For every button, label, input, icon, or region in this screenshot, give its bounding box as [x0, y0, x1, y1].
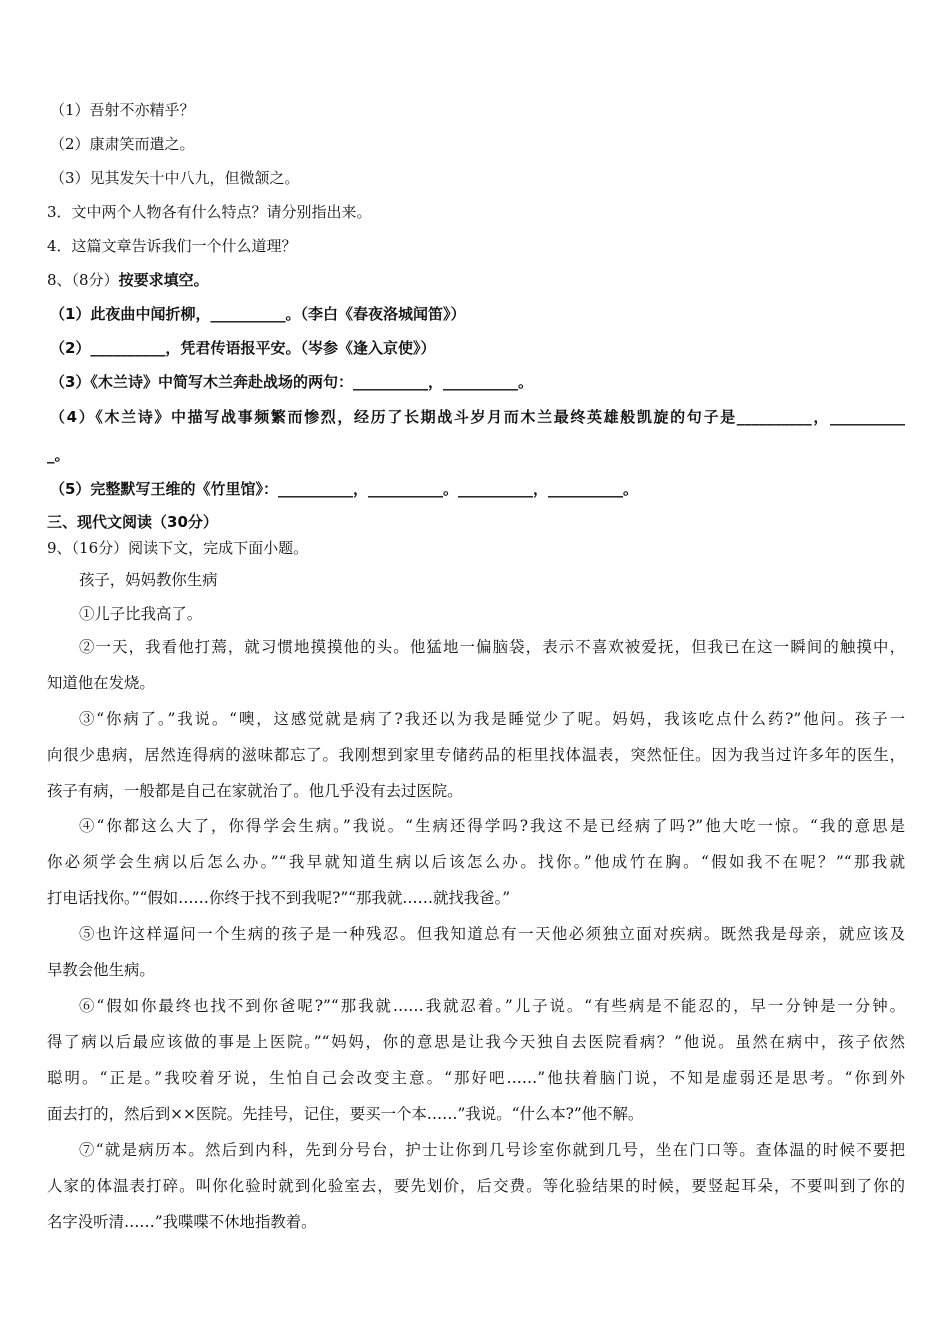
q8-item-2: （2）__________，凭君传语报平安。（岑参《逢入京使》） [50, 339, 436, 357]
essay-paragraph-5-line-2: 早教会他生病。 [47, 961, 155, 979]
essay-title: 孩子，妈妈教你生病 [79, 571, 218, 589]
essay-paragraph-2-line-1: ②一天，我看他打蔫，就习惯地摸摸他的头。他猛地一偏脑袋，表示不喜欢被爱抚，但我已在这一瞬间的触摸中， [79, 638, 905, 656]
essay-paragraph-6-line-2: 得了病以后最应该做的事是上医院。”“妈妈，你的意思是让我今天独自去医院看病？”他说。虽然在病中，孩子依然 [47, 1033, 905, 1051]
q7-question-3: 3．文中两个人物各有什么特点？请分别指出来。 [47, 203, 372, 221]
essay-paragraph-4-line-1: ④“你都这么大了，你得学会生病。”我说。“生病还得学吗?我这不是已经病了吗?”他大吃一惊。“我的意思是 [79, 817, 905, 835]
q8-header-prefix: 8、（8分） [47, 271, 119, 289]
q8-item-3: （3）《木兰诗》中简写木兰奔赴战场的两句：__________，__________。 [50, 373, 533, 391]
essay-paragraph-4-line-2: 你必须学会生病以后怎么办。”“我早就知道生病以后该怎么办。找你。”他成竹在胸。“假如我不在呢？”“那我就 [47, 853, 905, 871]
q8-header-instruction: 按要求填空。 [118, 271, 209, 289]
essay-paragraph-6-line-1: ⑥“假如你最终也找不到你爸呢?”“那我就……我就忍着。”儿子说。“有些病是不能忍的，早一分钟是一分钟。 [79, 997, 905, 1015]
essay-paragraph-6-line-4: 面去打的，然后到××医院。先挂号，记住，要买一个本……”我说。“什么本?”他不解。 [47, 1105, 644, 1123]
q9-intro: 9、（16分）阅读下文，完成下面小题。 [47, 539, 309, 557]
q8-item-4-continuation: _。 [47, 446, 70, 464]
essay-paragraph-7-line-2: 人家的体温表打碎。叫你化验时就到化验室去，要先划价，后交费。等化验结果的时候，要竖起耳朵，不要叫到了你的 [47, 1177, 905, 1195]
essay-paragraph-3-line-1: ③“你病了。”我说。“噢，这感觉就是病了?我还以为我是睡觉少了呢。妈妈，我该吃点什么药?”他问。孩子一 [79, 710, 905, 728]
section-3-heading: 三、现代文阅读（30分） [47, 513, 218, 531]
essay-paragraph-5-line-1: ⑤也许这样逼问一个生病的孩子是一种残忍。但我知道总有一天他必须独立面对疾病。既然我是母亲，就应该及 [79, 925, 905, 943]
essay-paragraph-6-line-3: 聪明。“正是。”我咬着牙说，生怕自己会改变主意。“那好吧……”他扶着脑门说，不知是虚弱还是思考。“你到外 [47, 1069, 905, 1087]
essay-paragraph-1: ①儿子比我高了。 [79, 605, 203, 623]
essay-paragraph-2-line-2: 知道他在发烧。 [47, 674, 155, 692]
q7-translate-item-3: （3）见其发矢十中八九，但微颔之。 [50, 169, 300, 187]
q8-item-4: （4）《木兰诗》中描写战事频繁而惨烈，经历了长期战斗岁月而木兰最终英雄般凯旋的句子是__________，__________ [50, 408, 905, 426]
q8-item-1: （1）此夜曲中闻折柳，__________。（李白《春夜洛城闻笛》） [50, 305, 466, 323]
q7-translate-item-2: （2）康肃笑而遣之。 [50, 135, 195, 153]
q7-question-4: 4．这篇文章告诉我们一个什么道理？ [47, 237, 297, 255]
essay-paragraph-4-line-3: 打电话找你。”“假如……你终于找不到我呢?”“那我就……就找我爸。” [47, 889, 511, 907]
essay-paragraph-7-line-1: ⑦“就是病历本。然后到内科，先到分号台，护士让你到几号诊室你就到几号，坐在门口等。查体温的时候不要把 [79, 1141, 905, 1159]
q8-item-5: （5）完整默写王维的《竹里馆》：__________，__________。__________，__________。 [50, 480, 638, 498]
essay-paragraph-7-line-3: 名字没听清……”我喋喋不休地指教着。 [47, 1213, 317, 1231]
essay-paragraph-3-line-2: 向很少患病，居然连得病的滋味都忘了。我刚想到家里专储药品的柜里找体温表，突然怔住。因为我当过许多年的医生， [47, 746, 905, 764]
q7-translate-item-1: （1）吾射不亦精乎？ [50, 101, 195, 119]
q8-header [47, 270, 209, 290]
essay-paragraph-3-line-3: 孩子有病，一般都是自己在家就治了。他几乎没有去过医院。 [47, 782, 463, 800]
